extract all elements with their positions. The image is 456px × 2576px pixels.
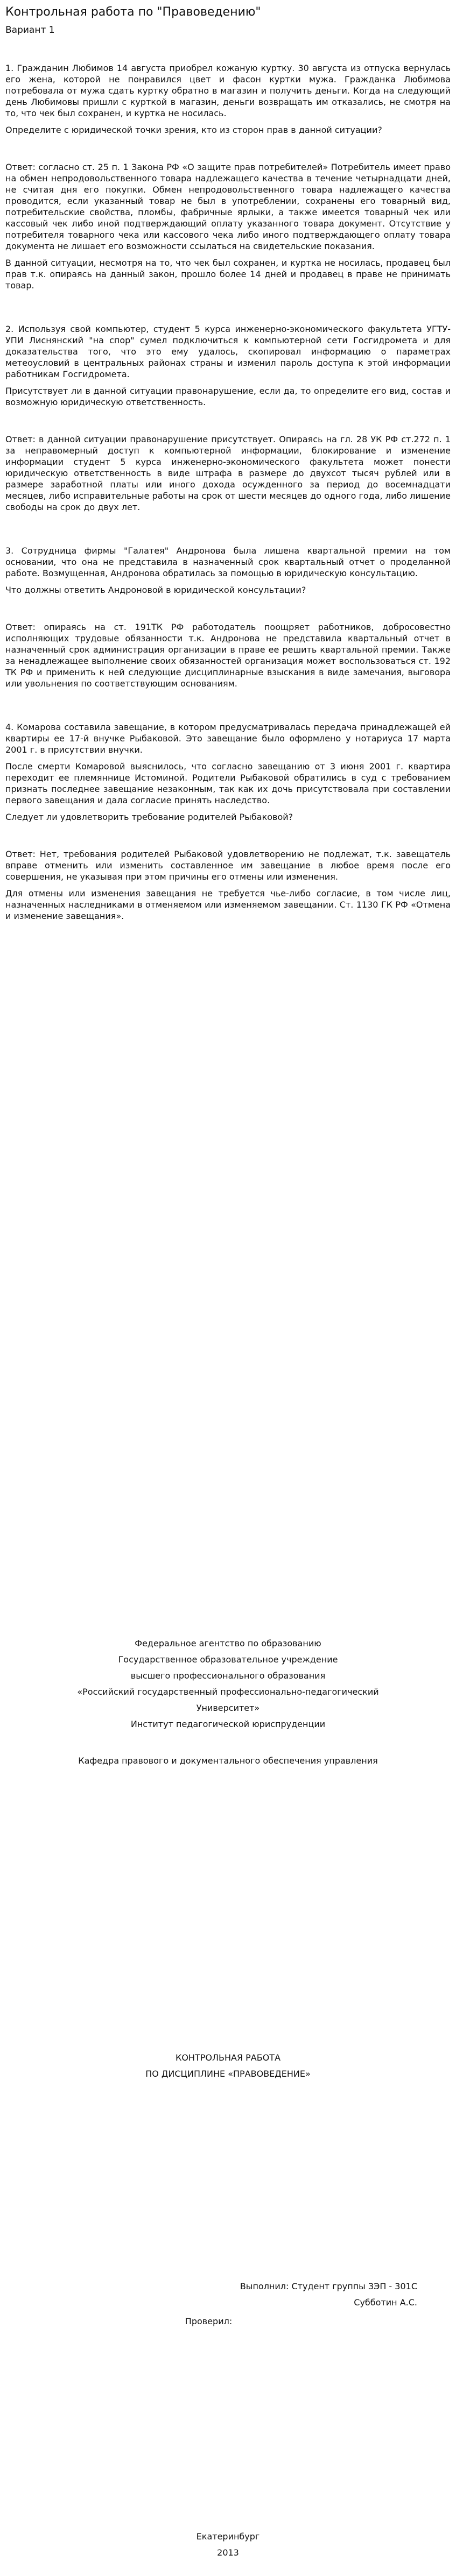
cover-title-block [0, 2050, 456, 2082]
task-1 [5, 62, 451, 291]
cover-institute: Институт педагогической юриспруденции [130, 1719, 326, 1729]
task-2-answer: Ответ: в данной ситуации правонарушение присутствует. Опираясь на гл. 28 УК РФ ст.272 п. 1 за неправомерный доступ к компьютерной информации, блокирование и изменение информации студент 5 курса инженерно-экономического факультета может понести юридическую ответственность в виде штрафа в размере до двухсот тысяч рублей или в размере заработной платы или иного дохода осужденного за период до восемнадцати месяцев, либо исправительные работы на срок от шести месяцев до одного года, либо лишение свободы на срок до двух лет. [5, 434, 451, 512]
cover-work-title: КОНТРОЛЬНАЯ РАБОТА [175, 2053, 281, 2063]
task-2-question-prompt: Присутствует ли в данной ситуации правонарушение, если да, то определите его вид, состав и возможную юридическую ответственность. [5, 386, 451, 407]
cover-agency: Федеральное агентство по образованию [135, 1638, 321, 1648]
page-title: Контрольная работа по "Правоведению" [5, 5, 261, 19]
cover-footer [0, 2529, 456, 2561]
task-3-question-prompt: Что должны ответить Андроновой в юридической консультации? [5, 585, 306, 595]
cover-institution-block [0, 1636, 456, 1732]
cover-student-name: Субботин А.С. [354, 2297, 417, 2308]
task-4-question-prompt: Следует ли удовлетворить требование родителей Рыбаковой? [5, 812, 293, 822]
cover-author-block [240, 2278, 417, 2311]
task-2-question: 2. Используя свой компьютер, студент 5 курса инженерно-экономического факультета УГТУ-УПИ Лиснянский "на спор" сумел подключиться к компьютерной сети Госгидромета и для доказательства того, что это ему удалось, скопировал информацию о параметрах метеоусловий в центральных районах страны и изменил пароль доступа к этой информации работникам Госгидромета. [5, 324, 451, 379]
task-4-question: 4. Комарова составила завещание, в котором предусматривалась передача принадлежащей ей квартиры ее 17-й внучке Рыбаковой. Это завещание было оформлено у нотариуса 17 марта 2001 г. в присутствии внучки. [5, 722, 451, 755]
task-3 [5, 545, 451, 689]
cover-institution-type: Государственное образовательное учреждение [118, 1654, 338, 1665]
task-3-answer: Ответ: опираясь на ст. 191ТК РФ работодатель поощряет работников, добросовестно исполняющих трудовые обязанности т.к. Андронова не представила квартальный отчет в назначенный срок администрация организации в праве ее решить квартальной премии. Также за ненадлежащее выполнение своих обязанностей организация может воспользоваться ст. 192 ТК РФ и применить к ней следующие дисциплинарные взыскания в виде замечания, выговора или увольнения по соответствующим основаниям. [5, 622, 451, 689]
task-4-answer-details: Для отмены или изменения завещания не требуется чье-либо согласие, в том числе лиц, назначенных наследниками в отменяемом или изменяемом завещании. Ст. 1130 ГК РФ «Отмена и изменение завещания». [5, 888, 451, 921]
variant-label: Вариант 1 [5, 25, 55, 36]
cover-performed-by: Выполнил: Студент группы ЗЭП - 301С [240, 2281, 417, 2291]
cover-university-name: «Российский государственный профессионально-педагогический [77, 1687, 379, 1697]
task-1-question: 1. Гражданин Любимов 14 августа приобрел кожаную куртку. 30 августа из отпуска вернулась его жена, которой не понравился цвет и фасон куртки мужа. Гражданка Любимова потребовала от мужа сдать куртку обратно в магазин и получить деньги. Когда на следующий день Любимовы пришли с курткой в магазин, деньги возвращать им отказались, не смотря на то, что чек был сохранен, и куртка не носилась. [5, 63, 451, 118]
task-3-question: 3. Сотрудница фирмы "Галатея" Андронова была лишена квартальной премии на том основании, что она не представила в назначенный срок квартальный отчет о проделанной работе. Возмущенная, Андронова обратилась за помощью в юридическую консультацию. [5, 546, 451, 578]
task-4 [5, 721, 451, 922]
cover-department: Кафедра правового и документального обеспечения управления [78, 1756, 378, 1766]
cover-discipline: ПО ДИСЦИПЛИНЕ «ПРАВОВЕДЕНИЕ» [145, 2069, 311, 2079]
cover-year: 2013 [217, 2547, 239, 2558]
task-4-question-details: После смерти Комаровой выяснилось, что согласно завещанию от 3 июня 2001 г. квартира переходит ее племяннице Истоминой. Родители Рыбаковой обратились в суд с требованием признать последнее завещание незаконным, так как их дочь присутствовала при составлении первого завещания и дала согласие принять наследство. [5, 761, 451, 805]
document-body [5, 0, 451, 922]
task-4-answer: Ответ: Нет, требования родителей Рыбаковой удовлетворению не подлежат, т.к. завещатель вправе отменить или изменить составленное им завещание в любое время после его совершения, не указывая при этом причины его отмены или изменения. [5, 849, 451, 882]
task-1-answer: Ответ: согласно ст. 25 п. 1 Закона РФ «О защите прав потребителей» Потребитель имеет право на обмен непродовольственного товара надлежащего качества в течение четырнадцати дней, не считая дня его покупки. Обмен непродовольственного товара надлежащего качества проводится, если указанный товар не был в употреблении, сохранены его товарный вид, потребительские свойства, пломбы, фабричные ярлыки, а также имеется товарный чек или кассовый чек либо иной подтверждающий оплату указанного товара документ. Отсутствие у потребителя товарного чека или кассового чека либо иного подтверждающего оплату товара документа не лишает его возможности ссылаться на свидетельские показания. [5, 162, 451, 251]
cover-checked-by: Проверил: [185, 2316, 233, 2326]
task-1-answer-conclusion: В данной ситуации, несмотря на то, что чек был сохранен, и куртка не носилась, продавец был прав т.к. опираясь на данный закон, прошло более 14 дней и продавец в праве не принимать товар. [5, 258, 451, 291]
task-1-question-prompt: Определите с юридической точки зрения, кто из сторон прав в данной ситуации? [5, 125, 382, 135]
cover-city: Екатеринбург [196, 2531, 260, 2542]
cover-education-level: высшего профессионального образования [130, 1671, 326, 1681]
cover-university-suffix: Университет» [196, 1703, 260, 1713]
task-2 [5, 323, 451, 513]
